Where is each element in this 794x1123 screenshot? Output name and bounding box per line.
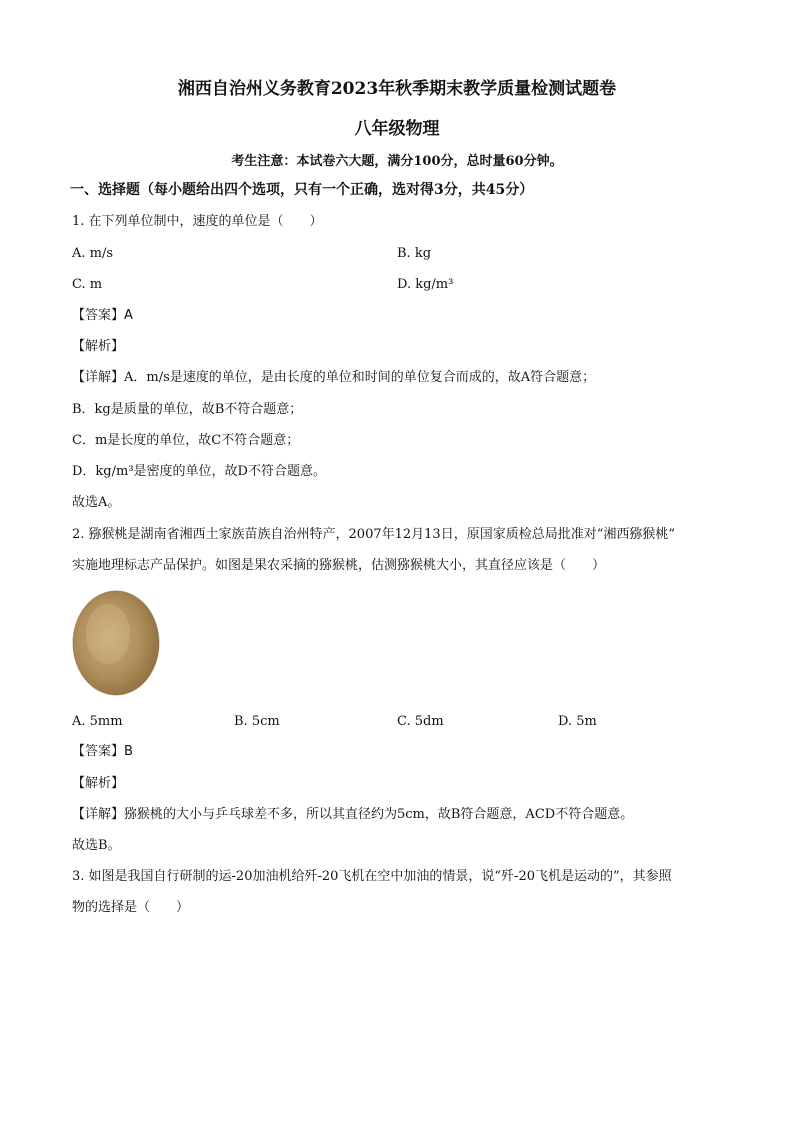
q1-option-c: C. m (72, 277, 103, 292)
q1-stem: 1. 在下列单位制中，速度的单位是（ ） (72, 214, 323, 229)
q2-conclusion: 故选B。 (72, 838, 121, 853)
q2-stem-line1: 2. 猕猴桃是湖南省湘西土家族苗族自治州特产，2007年12月13日，原国家质检总局批准对“湘西猕猴桃” (72, 527, 675, 542)
q3-stem-line2: 物的选择是（ ） (72, 900, 190, 915)
exam-title: 湘西自治州义务教育2023年秋季期末教学质量检测试题卷 (177, 79, 617, 99)
q2-answer: 【答案】B (72, 744, 133, 759)
q1-option-a: A. m/s (72, 246, 114, 261)
q1-option-b: B. kg (397, 246, 432, 261)
section-heading: 一、选择题（每小题给出四个选项，只有一个正确，选对得3分，共45分） (70, 182, 534, 198)
q2-option-b: B. 5cm (234, 714, 280, 729)
q2-option-a: A. 5mm (72, 714, 123, 729)
q3-stem-line1: 3. 如图是我国自行研制的运-20加油机给歼-20飞机在空中加油的情景，说“歼-20飞机是运动的”，其参照 (72, 869, 672, 884)
q2-analysis: 【解析】 (72, 776, 125, 791)
q1-detail-line: B．kg是质量的单位，故B不符合题意； (72, 402, 303, 417)
q2-detail: 【详解】猕猴桃的大小与乒乓球差不多，所以其直径约为5cm，故B符合题意，ACD不符合题意。 (72, 807, 634, 822)
q2-option-d: D. 5m (558, 714, 597, 729)
q1-conclusion: 故选A。 (72, 495, 121, 510)
q1-detail-line: D．kg/m³是密度的单位，故D不符合题意。 (72, 464, 326, 479)
q1-option-d: D. kg/m³ (397, 277, 454, 292)
q2-stem-line2: 实施地理标志产品保护。如图是果农采摘的猕猴桃，估测猕猴桃大小，其直径应该是（ ） (72, 558, 606, 573)
q1-detail-line: 【详解】A．m/s是速度的单位，是由长度的单位和时间的单位复合而成的，故A符合题意； (72, 370, 596, 385)
q1-analysis: 【解析】 (72, 339, 125, 354)
q2-option-c: C. 5dm (397, 714, 444, 729)
q1-answer: 【答案】A (72, 308, 133, 323)
exam-notice: 考生注意：本试卷六大题，满分100分，总时量60分钟。 (231, 154, 563, 169)
kiwi-fruit-image (72, 590, 160, 696)
exam-subtitle: 八年级物理 (354, 119, 440, 139)
q1-detail-line: C．m是长度的单位，故C不符合题意； (72, 433, 300, 448)
